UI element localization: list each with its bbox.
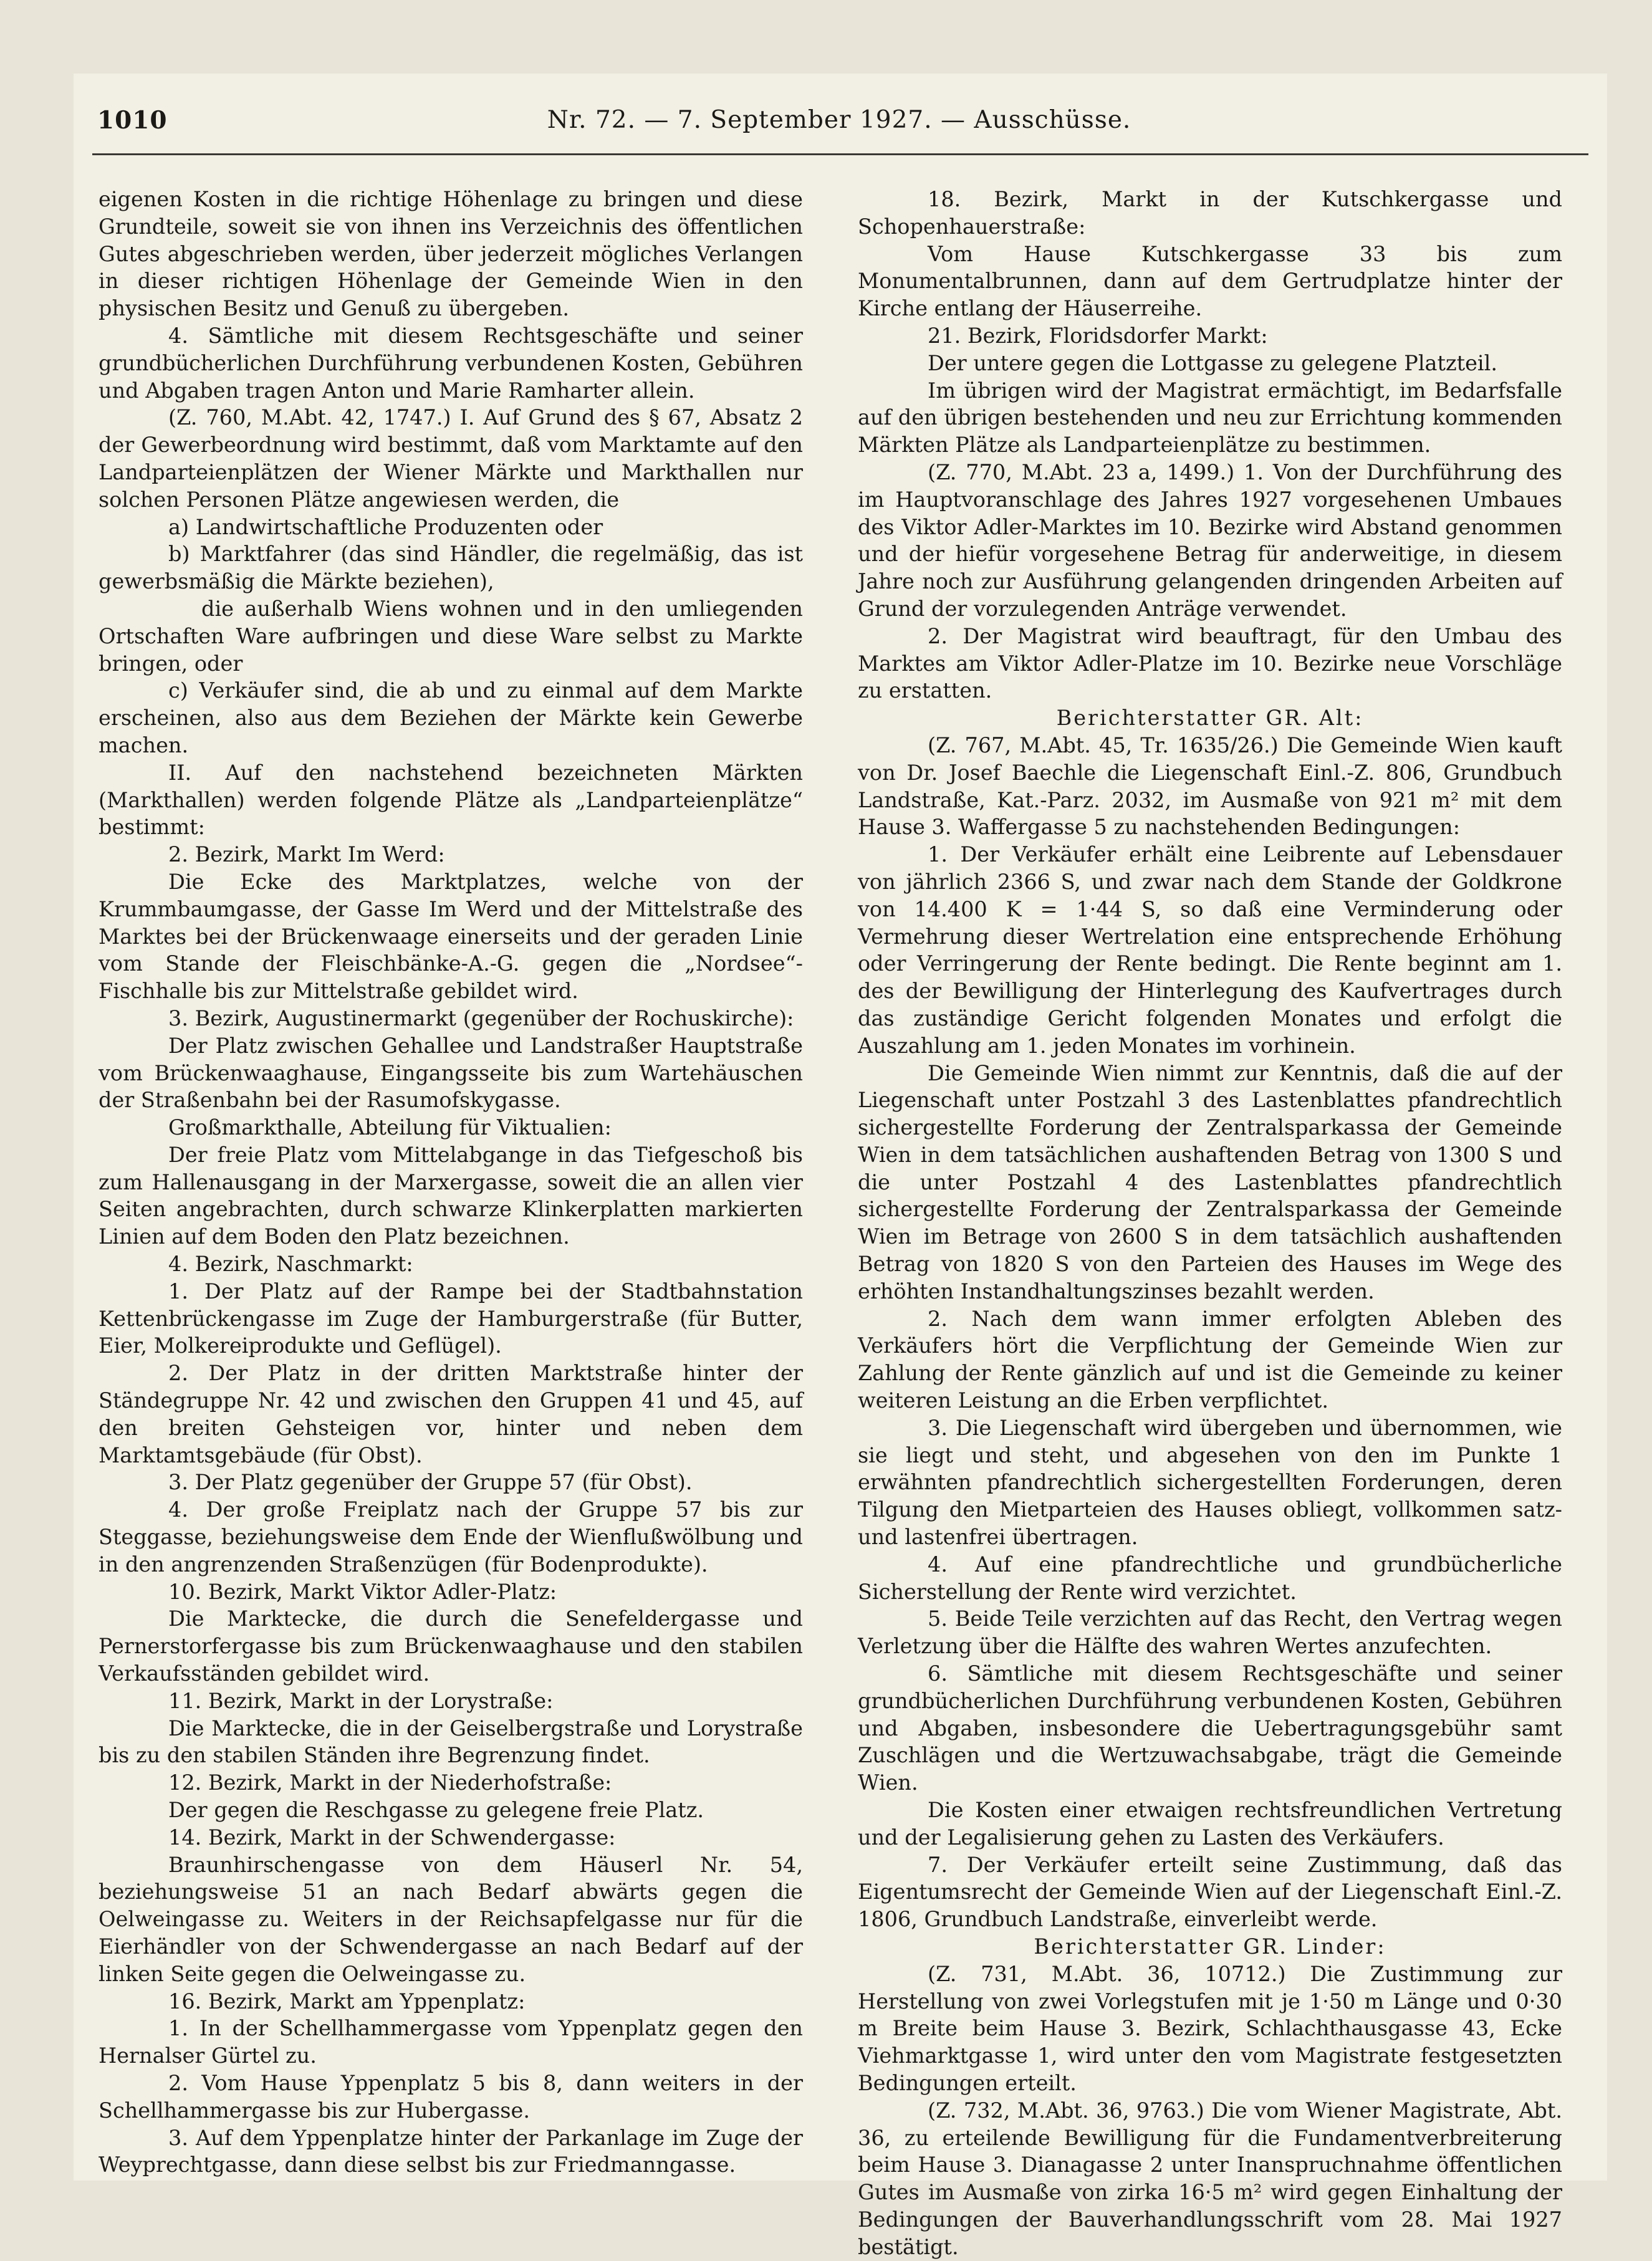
section-heading: Berichterstatter GR. Linder: [1034, 1934, 1386, 1959]
paragraph: die außerhalb Wiens wohnen und in den umliegenden Ortschaften Ware aufbringen und diese Ware selbst zu Markte bringen, oder [98, 596, 803, 676]
paragraph: 12. Bezirk, Markt in der Niederhofstraße: [168, 1770, 612, 1795]
paragraph: 2. Der Magistrat wird beauftragt, für den Umbau des Marktes am Viktor Adler-Platze im 10. Bezirke neue Vorschläge zu erstatten. [858, 623, 1562, 703]
paragraph: 4. Sämtliche mit diesem Rechtsgeschäfte und seiner grundbücherlichen Durchführung verbundenen Kosten, Gebühren und Abgaben tragen Anton und Marie Ramharter allein. [98, 323, 803, 403]
paragraph: Der freie Platz vom Mittelabgange in das Tiefgeschoß bis zum Hallenausgang in der Marxergasse, soweit die an allen vier Seiten angebrachten, durch schwarze Klinkerplatten markierten Linien auf dem Boden den Platz bezeichnen. [98, 1142, 803, 1249]
paragraph: 14. Bezirk, Markt in der Schwendergasse: [168, 1825, 616, 1850]
paragraph: 18. Bezirk, Markt in der Kutschkergasse und Schopenhauerstraße: [858, 187, 1562, 239]
paragraph: c) Verkäufer sind, die ab und zu einmal auf dem Markte erscheinen, also aus dem Beziehen der Märkte kein Gewerbe machen. [98, 678, 803, 757]
paragraph: 21. Bezirk, Floridsdorfer Markt: [928, 323, 1268, 348]
left-column [98, 186, 803, 2179]
paragraph: 3. Der Platz gegenüber der Gruppe 57 (für Obst). [168, 1470, 693, 1495]
paragraph: 1. Der Platz auf der Rampe bei der Stadtbahnstation Kettenbrückengasse im Zuge der Hamburgerstraße (für Butter, Eier, Molkereiprodukte und Geflügel). [98, 1279, 803, 1358]
paragraph: b) Marktfahrer (das sind Händler, die regelmäßig, das ist gewerbsmäßig die Märkte beziehen), [98, 542, 803, 594]
paragraph: Die Gemeinde Wien nimmt zur Kenntnis, daß die auf der Liegenschaft unter Postzahl 3 des Lastenblattes pfandrechtlich sichergestellte Forderung der Zentralsparkassa der Gemeinde Wien in dem tatsächlichen aushaftenden Betrag von 1300 S und die unter Postzahl 4 des Lastenblattes pfandrechtlich sichergestellte Forderung der Zentralsparkassa der Gemeinde Wien im Betrage von 2600 S in dem tatsächlich aushaftenden Betrag von 1820 S von den Parteien des Hauses im Wege des erhöhten Instandhaltungszinses bezahlt werden. [858, 1060, 1562, 1303]
header-rule [92, 153, 1588, 155]
paragraph: (Z. 770, M.Abt. 23 a, 1499.) 1. Von der Durchführung des im Hauptvoranschlage des Jahres 1927 vorgesehenen Umbaues des Viktor Adler-Marktes im 10. Bezirke wird Abstand genommen und der hiefür vorgesehene Betrag für anderweitige, in diesem Jahre noch zur Ausführung gelangenden dringenden Arbeiten auf Grund der vorzulegenden Anträge verwendet. [858, 459, 1562, 621]
paragraph: Die Ecke des Marktplatzes, welche von der Krummbaumgasse, der Gasse Im Werd und der Mittelstraße des Marktes bei der Brückenwaage einerseits und der geraden Linie vom Stande der Fleischbänke-A.-G. gegen die „Nordsee“-Fischhalle bis zur Mittelstraße gebildet wird. [98, 869, 803, 1004]
paragraph: 1. Der Verkäufer erhält eine Leibrente auf Lebensdauer von jährlich 2366 S, und zwar nach dem Stande der Goldkrone von 14.400 K = 1·44 S, so daß eine Verminderung oder Vermehrung dieser Wertrelation eine entsprechende Erhöhung oder Verringerung der Rente bedingt. Die Rente beginnt am 1. des der Bewilligung der Hinterlegung des Kaufvertrages durch das zuständige Gericht folgenden Monates und erfolgt die Auszahlung am 1. jeden Monates im vorhinein. [858, 842, 1562, 1058]
paragraph: 10. Bezirk, Markt Viktor Adler-Platz: [168, 1579, 557, 1604]
paragraph: (Z. 760, M.Abt. 42, 1747.) I. Auf Grund des § 67, Absatz 2 der Gewerbeordnung wird bestimmt, daß vom Marktamte auf den Landparteienplätzen der Wiener Märkte und Markthallen nur solchen Personen Plätze angewiesen werden, die [98, 405, 803, 512]
paragraph: (Z. 732, M.Abt. 36, 9763.) Die vom Wiener Magistrate, Abt. 36, zu erteilende Bewilligung für die Fundamentverbreiterung beim Hause 3. Dianagasse 2 unter Inanspruchnahme öffentlichen Gutes im Ausmaße von zirka 16·5 m² wird gegen Einhaltung der Bedingungen der Bauverhandlungsschrift vom 28. Mai 1927 bestätigt. [858, 2098, 1562, 2259]
paragraph: Im übrigen wird der Magistrat ermächtigt, im Bedarfsfalle auf den übrigen bestehenden und neu zur Errichtung kommenden Märkten Plätze als Landparteienplätze zu bestimmen. [858, 378, 1562, 458]
paragraph: Die Kosten einer etwaigen rechtsfreundlichen Vertretung und der Legalisierung gehen zu Lasten des Verkäufers. [858, 1798, 1562, 1850]
paragraph: Der Platz zwischen Gehallee und Landstraßer Hauptstraße vom Brückenwaaghause, Eingangsseite bis zum Wartehäuschen der Straßenbahn bei der Rasumofskygasse. [98, 1033, 803, 1113]
paragraph: 16. Bezirk, Markt am Yppenplatz: [168, 1989, 526, 2014]
paragraph: 2. Vom Hause Yppenplatz 5 bis 8, dann weiters in der Schellhammergasse bis zur Hubergasse. [98, 2070, 803, 2123]
paragraph: (Z. 731, M.Abt. 36, 10712.) Die Zustimmung zur Herstellung von zwei Vorlegstufen mit je 1·50 m Länge und 0·30 m Breite beim Hause 3. Bezirk, Schlachthausgasse 43, Ecke Viehmarktgasse 1, wird unter den vom Magistrate festgesetzten Bedingungen erteilt. [858, 1961, 1562, 2095]
paragraph: 6. Sämtliche mit diesem Rechtsgeschäfte und seiner grundbücherlichen Durchführung verbundenen Kosten, Gebühren und Abgaben, insbesondere die Uebertragungsgebühr samt Zuschlägen und die Wertzuwachsabgabe, trägt die Gemeinde Wien. [858, 1661, 1562, 1795]
paragraph: 3. Die Liegenschaft wird übergeben und übernommen, wie sie liegt und steht, und abgesehen von den im Punkte 1 erwähnten pfandrechtlich sichergestellten Forderungen, deren Tilgung den Mietparteien des Hauses obliegt, vollkommen satz- und lastenfrei übertragen. [858, 1415, 1562, 1550]
paragraph: Der gegen die Reschgasse zu gelegene freie Platz. [168, 1798, 704, 1823]
paragraph: 11. Bezirk, Markt in der Lorystraße: [168, 1688, 554, 1713]
paragraph: 1. In der Schellhammergasse vom Yppenplatz gegen den Hernalser Gürtel zu. [98, 2016, 803, 2068]
paragraph: 3. Auf dem Yppenplatze hinter der Parkanlage im Zuge der Weyprechtgasse, dann diese selbst bis zur Friedmanngasse. [98, 2125, 803, 2177]
paragraph: 4. Bezirk, Naschmarkt: [168, 1252, 413, 1277]
paragraph: Vom Hause Kutschkergasse 33 bis zum Monumentalbrunnen, dann auf dem Gertrudplatze hinter der Kirche entlang der Häuserreihe. [858, 241, 1562, 321]
paragraph: Braunhirschengasse von dem Häuserl Nr. 54, beziehungsweise 51 an nach Bedarf abwärts gegen die Oelweingasse zu. Weiters in der Reichsapfelgasse nur für die Eierhändler von der Schwendergasse an nach Bedarf auf der linken Seite gegen die Oelweingasse zu. [98, 1852, 803, 1986]
paragraph: 5. Beide Teile verzichten auf das Recht, den Vertrag wegen Verletzung über die Hälfte des wahren Wertes anzufechten. [858, 1606, 1562, 1659]
section-heading: Berichterstatter GR. Alt: [1056, 706, 1364, 731]
page-header [97, 106, 1581, 150]
paragraph: 2. Bezirk, Markt Im Werd: [168, 842, 445, 867]
paragraph: 4. Der große Freiplatz nach der Gruppe 57 bis zur Steggasse, beziehungsweise dem Ende der Wienflußwölbung und in den angrenzenden Straßenzügen (für Bodenprodukte). [98, 1497, 803, 1577]
paragraph: a) Landwirtschaftliche Produzenten oder [168, 514, 603, 539]
paragraph: eigenen Kosten in die richtige Höhenlage zu bringen und diese Grundteile, soweit sie von ihnen ins Verzeichnis des öffentlichen Gutes abgeschrieben werden, über jederzeit mögliches Verlangen in dieser richtigen Höhenlage der Gemeinde Wien in den physischen Besitz und Genuß zu übergeben. [98, 187, 803, 321]
right-column [858, 186, 1562, 2261]
paragraph: 2. Der Platz in der dritten Marktstraße hinter der Ständegruppe Nr. 42 und zwischen den Gruppen 41 und 45, auf den breiten Gehsteigen vor, hinter und neben dem Marktamtsgebäude (für Obst). [98, 1361, 803, 1467]
paragraph: (Z. 767, M.Abt. 45, Tr. 1635/26.) Die Gemeinde Wien kauft von Dr. Josef Baechle die Liegenschaft Einl.-Z. 806, Grundbuch Landstraße, Kat.-Parz. 2032, im Ausmaße von 921 m² mit dem Hause 3. Waffergasse 5 zu nachstehenden Bedingungen: [858, 732, 1562, 840]
newspaper-page [74, 74, 1607, 2259]
page-number: 1010 [97, 106, 168, 135]
paragraph: 4. Auf eine pfandrechtliche und grundbücherliche Sicherstellung der Rente wird verzichtet. [858, 1552, 1562, 1604]
paragraph: Die Marktecke, die durch die Senefeldergasse und Pernerstorfergasse bis zum Brückenwaaghause und den stabilen Verkaufsständen gebildet wird. [98, 1606, 803, 1686]
paragraph: Großmarkthalle, Abteilung für Viktualien: [168, 1115, 612, 1140]
paragraph: 3. Bezirk, Augustinermarkt (gegenüber der Rochuskirche): [168, 1006, 794, 1030]
paragraph: II. Auf den nachstehend bezeichneten Märkten (Markthallen) werden folgende Plätze als „Landparteienplätze“ bestimmt: [98, 760, 803, 840]
paragraph: Der untere gegen die Lottgasse zu gelegene Platzteil. [928, 350, 1497, 375]
paragraph: Die Marktecke, die in der Geiselbergstraße und Lorystraße bis zu den stabilen Ständen ihre Begrenzung findet. [98, 1716, 803, 1768]
paragraph: 2. Nach dem wann immer erfolgten Ableben des Verkäufers hört die Verpflichtung der Gemeinde Wien zur Zahlung der Rente gänzlich auf und ist die Gemeinde zu keiner weiteren Leistung an die Erben verpflichtet. [858, 1306, 1562, 1413]
paragraph: 7. Der Verkäufer erteilt seine Zustimmung, daß das Eigentumsrecht der Gemeinde Wien auf der Liegenschaft Einl.-Z. 1806, Grundbuch Landstraße, einverleibt werde. [858, 1852, 1562, 1932]
running-title: Nr. 72. — 7. September 1927. — Ausschüsse. [547, 106, 1131, 134]
